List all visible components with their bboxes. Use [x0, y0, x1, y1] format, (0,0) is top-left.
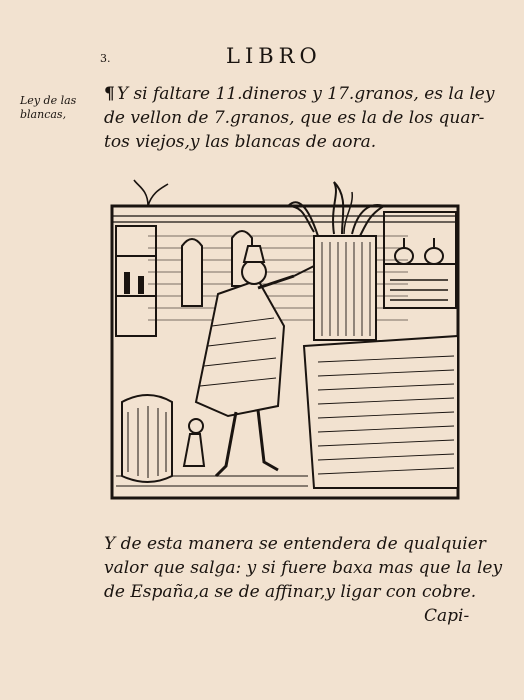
woodcut-illustration — [108, 176, 464, 504]
paragraph-line-text: Y si faltare 11.dineros y 17.granos, es la ley — [116, 84, 495, 104]
folio-number: 3. — [100, 52, 111, 65]
paragraph-line: tos viejos,y las blancas de aora. — [104, 132, 377, 152]
paragraph-top — [104, 82, 495, 154]
paragraph-line — [104, 82, 495, 106]
marginal-note-line: Ley de las — [20, 94, 77, 107]
marginal-note — [20, 94, 98, 122]
paragraph-line: de España,a se de affinar,y ligar con cobre. — [104, 582, 477, 602]
marginal-note-line: blancas, — [20, 108, 67, 121]
paragraph-bottom — [104, 532, 503, 604]
catchword: Capi- — [424, 606, 470, 626]
paragraph-line: valor que salga: y si fuere baxa mas que la ley — [104, 558, 503, 578]
pilcrow-mark: ¶ — [104, 84, 115, 104]
running-head: LIBRO — [226, 44, 322, 68]
paragraph-line: Y de esta manera se entendera de qualquier — [104, 534, 486, 554]
paragraph-line: de vellon de 7.granos, que es la de los quar- — [104, 108, 485, 128]
